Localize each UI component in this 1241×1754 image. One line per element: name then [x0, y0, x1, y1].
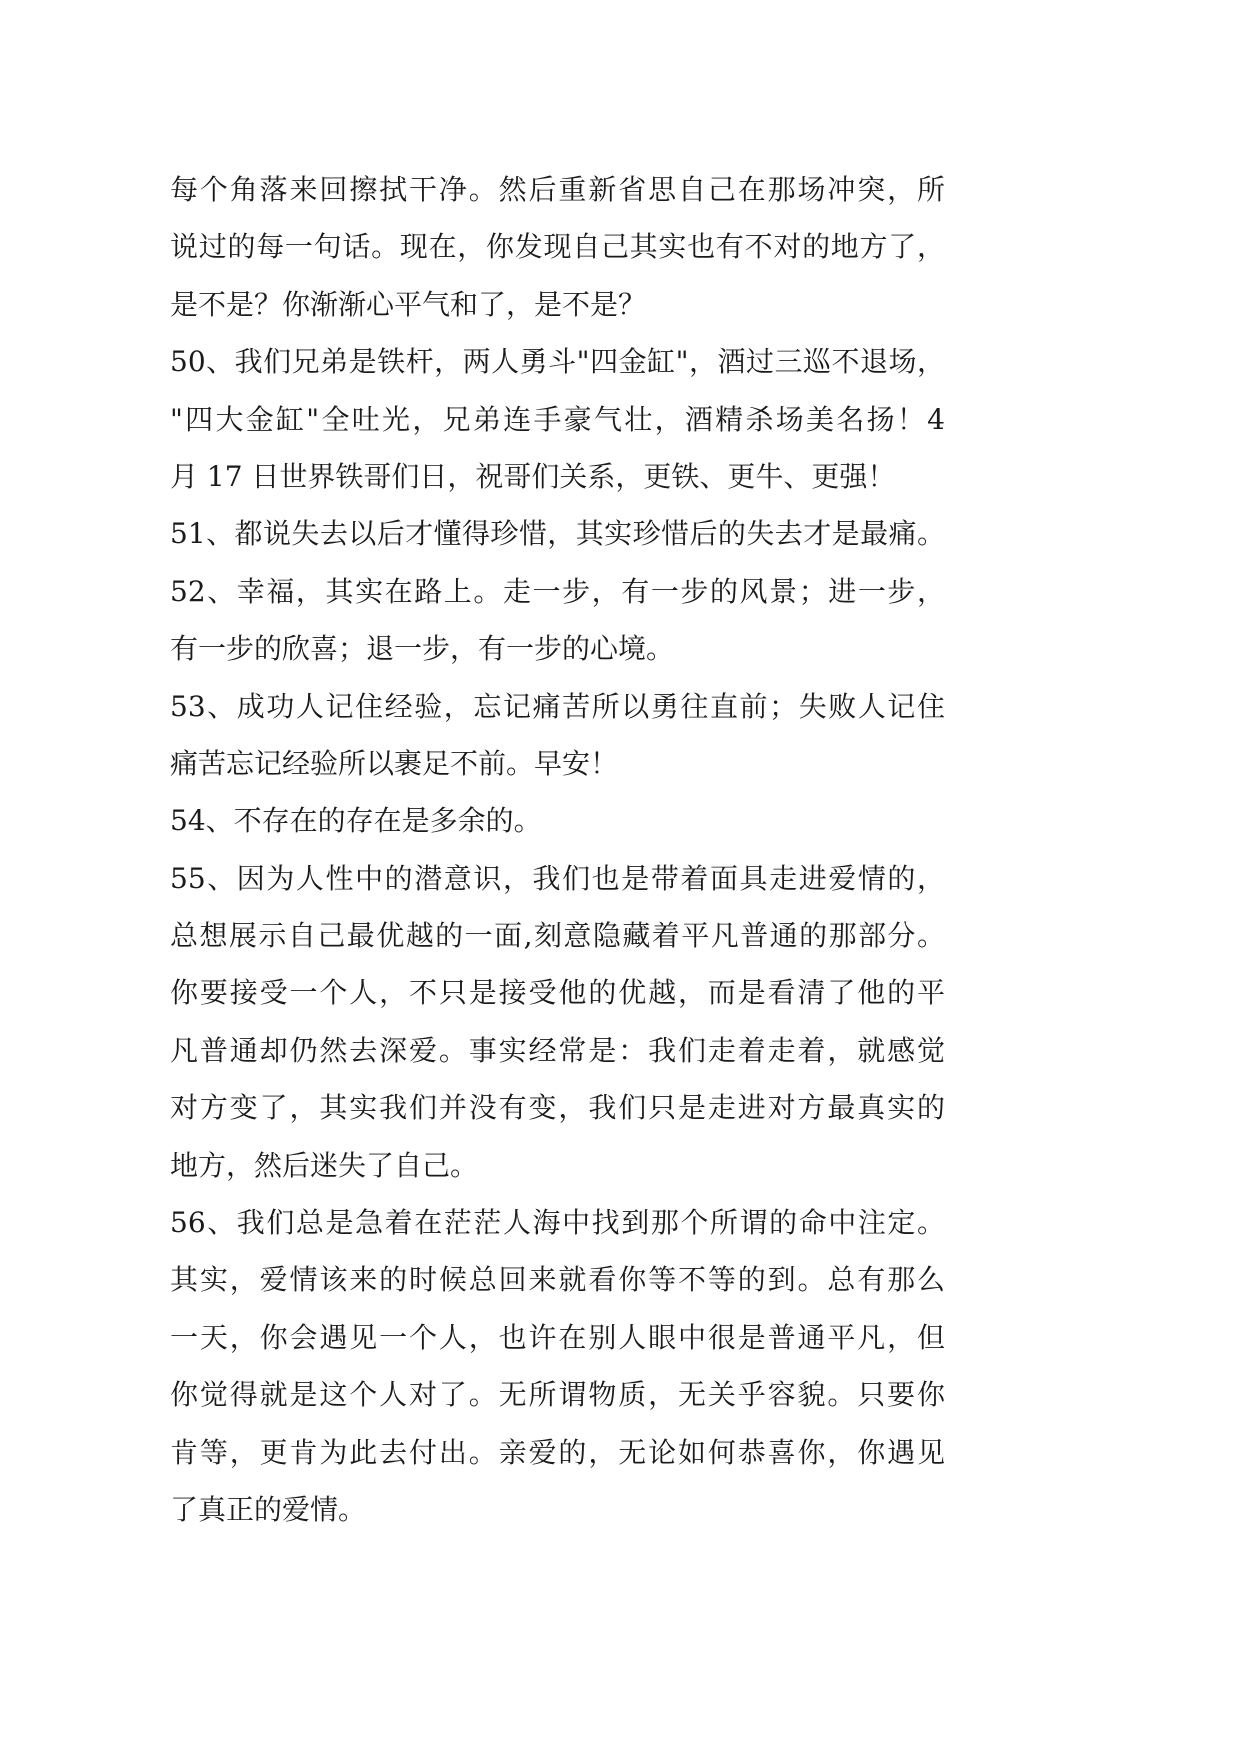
text-line: 肯等，更肯为此去付出。亲爱的，无论如何恭喜你，你遇见: [170, 1435, 945, 1469]
text-line: 56、我们总是急着在茫茫人海中找到那个所谓的命中注定。: [170, 1206, 945, 1240]
text-line: 52、幸福，其实在路上。走一步，有一步的风景；进一步，: [170, 574, 945, 608]
text-line: 是不是？你渐渐心平气和了，是不是？: [170, 287, 647, 321]
text-line: 51、都说失去以后才懂得珍惜，其实珍惜后的失去才是最痛。: [170, 517, 945, 551]
text-line: "四大金缸"全吐光，兄弟连手豪气壮，酒精杀场美名扬！4: [170, 402, 945, 436]
text-line: 其实，爱情该来的时候总回来就看你等不等的到。总有那么: [170, 1263, 945, 1297]
text-line: 50、我们兄弟是铁杆，两人勇斗"四金缸"，酒过三巡不退场，: [170, 345, 945, 379]
paragraph: [170, 505, 945, 562]
text-line: 总想展示自己最优越的一面,刻意隐藏着平凡普通的那部分。: [170, 919, 945, 953]
text-line: 有一步的欣喜；退一步，有一步的心境。: [170, 632, 675, 666]
text-line: 地方，然后迷失了自己。: [170, 1148, 479, 1182]
paragraph: [170, 563, 945, 678]
paragraph: [170, 1194, 945, 1538]
paragraph: [170, 850, 945, 1194]
document-body: [170, 161, 945, 1538]
paragraph: [170, 678, 945, 793]
text-line: 55、因为人性中的潜意识，我们也是带着面具走进爱情的，: [170, 861, 945, 895]
text-line: 了真正的爱情。: [170, 1492, 367, 1526]
text-line: 你要接受一个人，不只是接受他的优越，而是看清了他的平: [170, 976, 945, 1010]
text-line: 对方变了，其实我们并没有变，我们只是走进对方最真实的: [170, 1091, 945, 1125]
text-line: 每个角落来回擦拭干净。然后重新省思自己在那场冲突，所: [170, 173, 945, 206]
text-line: 一天，你会遇见一个人，也许在别人眼中很是普通平凡，但: [170, 1320, 945, 1354]
text-line: 54、不存在的存在是多余的。: [170, 804, 542, 838]
text-line: 痛苦忘记经验所以裹足不前。早安！: [170, 746, 619, 780]
text-line: 53、成功人记住经验，忘记痛苦所以勇往直前；失败人记住: [170, 689, 945, 723]
text-line: 你觉得就是这个人对了。无所谓物质，无关乎容貌。只要你: [170, 1378, 945, 1412]
paragraph: [170, 161, 945, 333]
paragraph: [170, 792, 945, 849]
text-line: 凡普通却仍然去深爱。事实经常是：我们走着走着，就感觉: [170, 1033, 945, 1067]
text-line: 月 17 日世界铁哥们日，祝哥们关系，更铁、更牛、更强！: [170, 459, 896, 493]
text-line: 说过的每一句话。现在，你发现自己其实也有不对的地方了，: [170, 230, 945, 264]
paragraph: [170, 333, 945, 505]
